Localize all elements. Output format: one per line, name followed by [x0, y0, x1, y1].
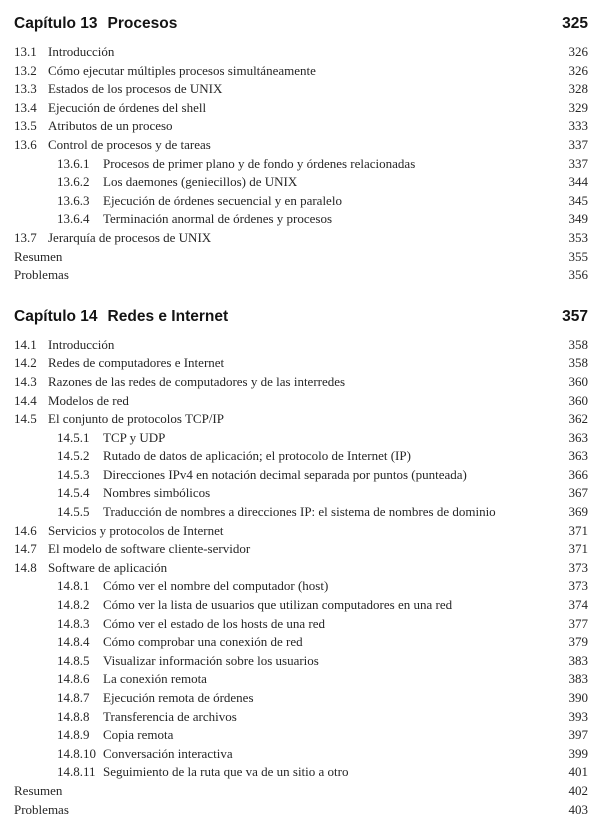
entry-number: 13.5 — [14, 118, 37, 134]
entry-title: Visualizar información sobre los usuarios — [103, 652, 319, 668]
entry-number: 14.5.1 — [57, 429, 90, 445]
entry-title: Traducción de nombres a direcciones IP: el sistema de nombres de dominio — [103, 504, 496, 520]
entry-title: Cómo ver el estado de los hosts de una red — [103, 615, 326, 631]
entry-page-number: 355 — [568, 248, 588, 264]
toc-entry — [14, 80, 588, 99]
toc-entry — [14, 62, 588, 81]
entry-number: 14.8.10 — [57, 745, 96, 761]
entry-title: Redes de computadores e Internet — [48, 355, 225, 371]
entry-page-number: 402 — [568, 782, 588, 798]
entry-page-number: 363 — [568, 448, 588, 464]
entry-title: Procesos de primer plano y de fondo y órdenes relacionadas — [103, 155, 416, 171]
toc-entry — [14, 447, 588, 466]
entry-number: 14.5.3 — [57, 466, 90, 482]
entry-number: 14.4 — [14, 392, 37, 408]
entry-number: 14.2 — [14, 355, 37, 371]
entry-number: 14.8.4 — [57, 634, 90, 650]
chapter-number-label: Capítulo 13 — [14, 15, 98, 32]
entry-number: 14.8.6 — [57, 671, 90, 687]
toc-entry — [14, 210, 588, 229]
entry-title: Software de aplicación — [48, 559, 168, 575]
entry-title: El modelo de software cliente-servidor — [48, 541, 251, 557]
entry-page-number: 397 — [568, 727, 588, 743]
entry-title: Cómo ejecutar múltiples procesos simultáneamente — [48, 62, 316, 78]
entry-number: 13.7 — [14, 229, 37, 245]
entry-number: 13.6 — [14, 136, 37, 152]
entry-page-number: 356 — [568, 267, 588, 283]
entry-number: 14.8.2 — [57, 597, 90, 613]
entry-title: Transferencia de archivos — [103, 708, 237, 724]
toc-entry — [14, 689, 588, 708]
chapter-block — [14, 306, 588, 819]
entry-title: Ejecución remota de órdenes — [103, 690, 254, 705]
entry-title: Resumen — [14, 248, 63, 264]
entry-page-number: 345 — [568, 192, 588, 208]
entry-number: 13.6.4 — [57, 211, 90, 227]
toc-entry — [14, 633, 588, 652]
toc-entry — [14, 43, 588, 62]
toc-entry — [14, 763, 588, 782]
entry-number: 14.8.1 — [57, 578, 90, 594]
chapter-heading — [14, 306, 588, 327]
chapter-number-label: Capítulo 14 — [14, 307, 98, 325]
toc-entry — [14, 410, 588, 429]
toc-entry — [14, 745, 588, 764]
chapter-page-number: 325 — [562, 15, 588, 32]
toc-entry — [14, 577, 588, 596]
entry-number: 14.5.5 — [57, 504, 90, 520]
entry-title: Razones de las redes de computadores y de las interredes — [48, 373, 346, 389]
chapter-block — [14, 13, 588, 285]
entry-page-number: 337 — [568, 136, 588, 152]
toc-entry — [14, 192, 588, 211]
entry-page-number: 390 — [568, 690, 588, 705]
entry-title: Cómo comprobar una conexión de red — [103, 634, 303, 650]
toc-entry — [14, 615, 588, 634]
entry-title: Seguimiento de la ruta que va de un sitio a otro — [103, 764, 349, 780]
entry-number: 13.6.1 — [57, 155, 90, 171]
entry-title: Servicios y protocolos de Internet — [48, 522, 224, 538]
toc-entry — [14, 670, 588, 689]
entry-number: 13.1 — [14, 44, 37, 59]
toc-entry — [14, 336, 588, 355]
entry-number: 14.8.7 — [57, 690, 90, 705]
entry-title: Conversación interactiva — [103, 745, 233, 761]
entry-title: Nombres simbólicos — [103, 485, 211, 501]
entry-page-number: 374 — [568, 597, 588, 613]
toc-entry — [14, 429, 588, 448]
toc-entry — [14, 708, 588, 727]
entry-page-number: 393 — [568, 708, 588, 724]
entry-title: Terminación anormal de órdenes y procesos — [103, 211, 333, 227]
entry-number: 14.8.9 — [57, 727, 90, 743]
toc-entry — [14, 117, 588, 136]
chapter-page-number: 357 — [562, 307, 588, 325]
toc-entry — [14, 155, 588, 174]
entry-title: Introducción — [48, 44, 115, 59]
entry-number: 14.3 — [14, 373, 37, 389]
entry-page-number: 379 — [568, 634, 588, 650]
chapter-title: Redes e Internet — [107, 307, 229, 325]
entry-page-number: 358 — [568, 336, 588, 352]
entry-page-number: 358 — [568, 355, 588, 371]
toc-entry — [14, 726, 588, 745]
entry-number: 14.8.8 — [57, 708, 90, 724]
entry-page-number: 369 — [568, 504, 588, 520]
entry-page-number: 344 — [568, 174, 588, 190]
entry-number: 13.6.3 — [57, 192, 90, 208]
entry-title: Control de procesos y de tareas — [48, 136, 211, 152]
entry-title: Ejecución de órdenes del shell — [48, 99, 207, 115]
toc-entry — [14, 782, 588, 801]
entry-page-number: 328 — [568, 81, 588, 97]
toc-entry — [14, 540, 588, 559]
entry-number: 14.8.5 — [57, 652, 90, 668]
entry-page-number: 362 — [568, 411, 588, 427]
toc-entry — [14, 373, 588, 392]
entry-title: Ejecución de órdenes secuencial y en paralelo — [103, 192, 342, 208]
entry-page-number: 371 — [568, 541, 588, 557]
toc-entry — [14, 466, 588, 485]
toc-entry — [14, 354, 588, 373]
entry-number: 13.2 — [14, 62, 37, 78]
toc-entry — [14, 136, 588, 155]
entry-page-number: 329 — [568, 99, 588, 115]
entry-number: 14.5.2 — [57, 448, 90, 464]
entry-page-number: 353 — [568, 229, 588, 245]
toc-entry — [14, 173, 588, 192]
entry-page-number: 360 — [568, 392, 588, 408]
entry-number: 13.3 — [14, 81, 37, 97]
entry-number: 14.5 — [14, 411, 37, 427]
entry-title: Problemas — [14, 801, 69, 817]
toc-entry — [14, 248, 588, 267]
entry-page-number: 326 — [568, 62, 588, 78]
entry-title: Copia remota — [103, 727, 174, 743]
entry-title: El conjunto de protocolos TCP/IP — [48, 411, 224, 427]
toc-entry — [14, 503, 588, 522]
entry-title: Resumen — [14, 782, 63, 798]
entry-page-number: 383 — [568, 671, 588, 687]
entry-page-number: 337 — [568, 155, 588, 171]
chapter-heading — [14, 13, 588, 34]
entry-page-number: 349 — [568, 211, 588, 227]
toc-entry — [14, 229, 588, 248]
entry-title: Modelos de red — [48, 392, 129, 408]
entry-page-number: 399 — [568, 745, 588, 761]
entry-title: Cómo ver la lista de usuarios que utilizan computadores en una red — [103, 597, 453, 613]
entry-page-number: 367 — [568, 485, 588, 501]
toc-entry — [14, 596, 588, 615]
toc-entry — [14, 392, 588, 411]
entry-page-number: 377 — [568, 615, 588, 631]
chapter-title: Procesos — [107, 15, 178, 32]
entry-title: La conexión remota — [103, 671, 207, 687]
entry-page-number: 366 — [568, 466, 588, 482]
entry-page-number: 326 — [568, 44, 588, 59]
entry-page-number: 401 — [568, 764, 588, 780]
entry-number: 14.8.11 — [57, 764, 96, 780]
table-of-contents — [14, 13, 588, 819]
entry-number: 14.8.3 — [57, 615, 90, 631]
entry-title: Los daemones (geniecillos) de UNIX — [103, 174, 298, 190]
entry-page-number: 383 — [568, 652, 588, 668]
entry-number: 14.1 — [14, 336, 37, 352]
entry-title: Atributos de un proceso — [48, 118, 173, 134]
entry-page-number: 360 — [568, 373, 588, 389]
entry-number: 13.6.2 — [57, 174, 90, 190]
entry-number: 14.7 — [14, 541, 37, 557]
entry-title: Rutado de datos de aplicación; el protocolo de Internet (IP) — [103, 448, 411, 464]
entry-number: 14.5.4 — [57, 485, 90, 501]
entry-title: Jerarquía de procesos de UNIX — [48, 229, 212, 245]
entry-title: Cómo ver el nombre del computador (host) — [103, 578, 329, 594]
entry-page-number: 371 — [568, 522, 588, 538]
entry-page-number: 403 — [568, 801, 588, 817]
entry-number: 14.8 — [14, 559, 37, 575]
toc-entry — [14, 266, 588, 285]
entry-page-number: 373 — [568, 578, 588, 594]
entry-page-number: 333 — [568, 118, 588, 134]
toc-entry — [14, 652, 588, 671]
toc-entry — [14, 99, 588, 118]
entry-number: 14.6 — [14, 522, 37, 538]
toc-entry — [14, 559, 588, 578]
toc-entry — [14, 801, 588, 820]
entry-number: 13.4 — [14, 99, 37, 115]
entry-page-number: 373 — [568, 559, 588, 575]
entry-title: Direcciones IPv4 en notación decimal separada por puntos (punteada) — [103, 466, 467, 482]
toc-entry — [14, 522, 588, 541]
entry-title: Introducción — [48, 336, 115, 352]
entry-page-number: 363 — [568, 429, 588, 445]
entry-title: Problemas — [14, 267, 69, 283]
entry-title: TCP y UDP — [103, 429, 166, 445]
toc-entry — [14, 484, 588, 503]
entry-title: Estados de los procesos de UNIX — [48, 81, 223, 97]
